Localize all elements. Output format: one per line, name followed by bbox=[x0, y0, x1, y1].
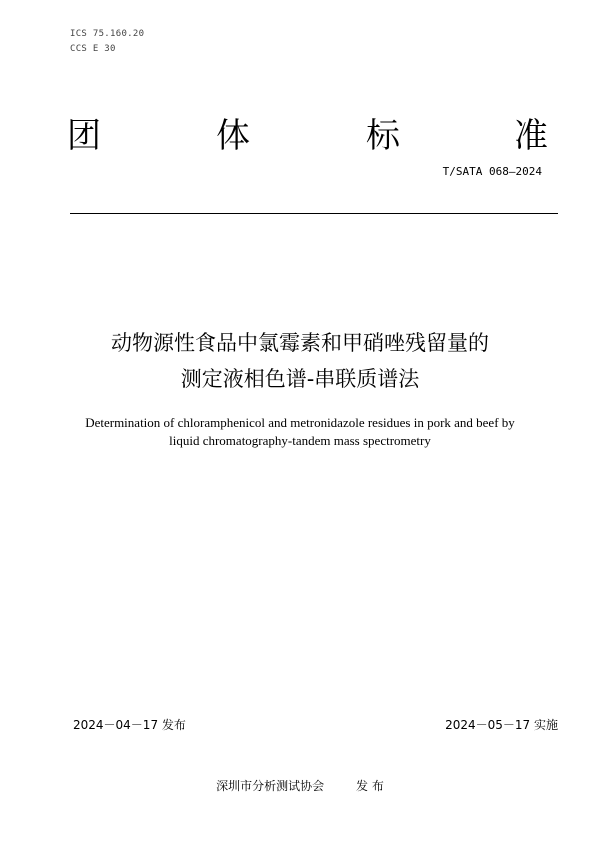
english-title-line-2: liquid chromatography-tandem mass spectrometry bbox=[169, 433, 431, 448]
chinese-title-line-2: 测定液相色谱-串联质谱法 bbox=[180, 367, 420, 391]
title-char: 标 bbox=[366, 116, 400, 156]
implementation-date: 2024－05－17 实施 bbox=[445, 718, 558, 732]
chinese-title-line-1: 动物源性食品中氯霉素和甲硝唑残留量的 bbox=[111, 331, 489, 355]
ccs-code: CCS E 30 bbox=[70, 44, 116, 54]
title-char: 团 bbox=[67, 116, 101, 156]
publisher-name: 深圳市分析测试协会 bbox=[216, 779, 325, 793]
ics-code: ICS 75.160.20 bbox=[70, 29, 145, 39]
publish-label: 发 布 bbox=[356, 779, 384, 793]
standard-number: T/SATA 068—2024 bbox=[442, 165, 542, 178]
publisher-line bbox=[40, 777, 560, 794]
issue-date: 2024－04－17 发布 bbox=[73, 718, 186, 732]
english-title-line-1: Determination of chloramphenicol and metronidazole residues in pork and beef by bbox=[85, 415, 515, 430]
title-char: 准 bbox=[514, 116, 548, 156]
title-char: 体 bbox=[216, 116, 250, 156]
divider bbox=[70, 213, 558, 214]
